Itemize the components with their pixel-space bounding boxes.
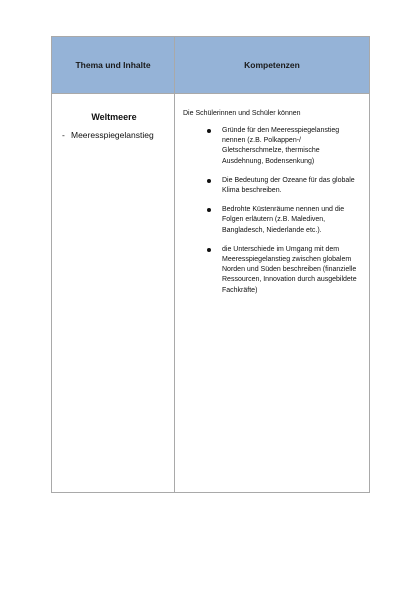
bullet-icon: [207, 179, 211, 183]
bullet-icon: [207, 248, 211, 252]
list-item: [183, 176, 361, 196]
competences-intro: Die Schülerinnen und Schüler können: [183, 110, 301, 117]
curriculum-table: [51, 36, 370, 493]
competences-cell: [175, 94, 370, 493]
list-item: [183, 205, 361, 236]
competence-text: Die Bedeutung der Ozeane für das globale Klima beschreiben.: [222, 176, 355, 195]
topic-title: Weltmeere: [91, 112, 137, 122]
bullet-icon: [207, 208, 211, 212]
topic-item-label: Meeresspiegelanstieg: [71, 130, 154, 140]
header-topics: Thema und Inhalte: [52, 37, 175, 94]
competences-list: [183, 126, 361, 296]
dash-marker: -: [62, 130, 65, 140]
competence-text: die Unterschiede im Umgang mit dem Meeresspiegelanstieg zwischen globalem Norden und Süden beschreiben (finanzielle Ressourcen, Innovation durch ausgebildete Fachkräfte): [222, 245, 357, 294]
header-competences: Kompetenzen: [175, 37, 370, 94]
list-item: [183, 126, 361, 167]
table-row: [52, 94, 370, 493]
competence-text: Gründe für den Meeresspiegelanstieg nennen (z.B. Polkappen-/ Gletscherschmelze, thermische Ausdehnung, Bodensenkung): [222, 127, 340, 165]
table-header-row: [52, 37, 370, 94]
competence-text: Bedrohte Küstenräume nennen und die Folgen erläutern (z.B. Malediven, Bangladesch, Niederlande etc.).: [222, 206, 345, 234]
bullet-icon: [207, 129, 211, 133]
topic-item: [60, 130, 168, 140]
list-item: [183, 245, 361, 296]
topic-cell: [52, 94, 175, 493]
